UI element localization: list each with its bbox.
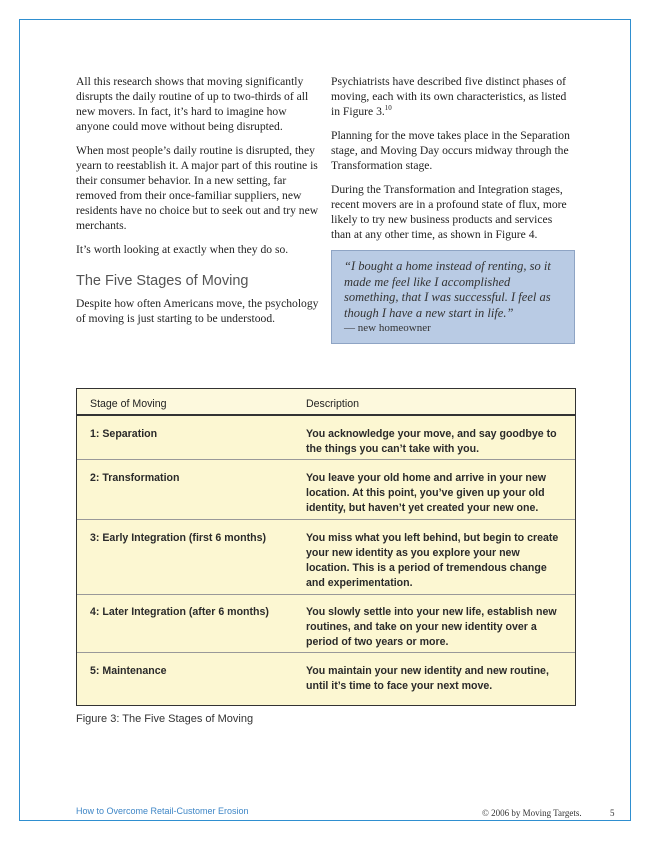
paragraph: Despite how often Americans move, the psychology of moving is just starting to be understood. — [76, 297, 319, 325]
row-description: You leave your old home and arrive in your new location. At this point, you’ve given up your old identity, but haven’t yet created your new one. — [306, 472, 546, 514]
paragraph: It’s worth looking at exactly when they do so. — [76, 243, 289, 256]
row-stage: 4: Later Integration (after 6 months) — [90, 606, 269, 618]
figure-caption: Figure 3: The Five Stages of Moving — [76, 713, 254, 725]
paragraph — [331, 74, 575, 119]
row-divider — [77, 519, 575, 520]
table-header — [77, 389, 575, 416]
row-stage: 2: Transformation — [90, 472, 180, 484]
section-heading-wrap — [76, 273, 248, 289]
row-divider — [77, 594, 575, 595]
right-column — [331, 74, 575, 251]
pull-quote — [331, 250, 575, 344]
footer-copyright: © 2006 by Moving Targets. — [482, 808, 582, 818]
header-stage: Stage of Moving — [90, 398, 167, 410]
left-column — [76, 74, 319, 266]
footer-title: How to Overcome Retail-Customer Erosion — [76, 806, 249, 816]
row-stage: 1: Separation — [90, 428, 158, 440]
row-divider — [77, 652, 575, 653]
paragraph: All this research shows that moving significantly disrupts the daily routine of up to two-thirds of all new movers. In fact, it’s hard to imagine how anyone could move without being disrupted. — [76, 75, 309, 133]
section-heading: The Five Stages of Moving — [76, 273, 249, 289]
paragraph: During the Transformation and Integration stages, recent movers are in a profound state of flux, more likely to try new business products and services than at any other time, as shown in Figure 4. — [331, 183, 567, 241]
header-description: Description — [306, 398, 359, 410]
row-stage: 5: Maintenance — [90, 665, 167, 677]
row-description: You miss what you left behind, but begin to create your new identity as you explore your new location. This is a period of tremendous change and experimentation. — [306, 532, 559, 589]
row-description: You slowly settle into your new life, establish new routines, and take on your new identity over a period of two years or more. — [306, 606, 557, 648]
paragraph: When most people’s daily routine is disrupted, they yearn to reestablish it. A major part of this routine is their consumer behavior. In a new setting, far removed from their once-familiar suppliers, new residents have no choice but to seek out and try new merchants. — [76, 144, 319, 232]
row-description: You maintain your new identity and new routine, until it’s time to face your next move. — [306, 665, 549, 692]
quote-text: “I bought a home instead of renting, so it made me feel like I accomplished something, that I was successful. I feel as though I have a new start in life.” — [344, 259, 551, 320]
paragraph-text: Psychiatrists have described five distinct phases of moving, each with its own characteristics, as listed in Figure 3. — [331, 75, 567, 118]
paragraph: Planning for the move takes place in the Separation stage, and Moving Day occurs midway through the Transformation stage. — [331, 129, 570, 172]
quote-attribution: — new homeowner — [344, 322, 431, 334]
row-divider — [77, 459, 575, 460]
stages-table — [76, 388, 576, 706]
row-description: You acknowledge your move, and say goodbye to the things you can’t take with you. — [306, 428, 557, 455]
row-stage: 3: Early Integration (first 6 months) — [90, 532, 266, 544]
footnote-marker: 10 — [384, 104, 392, 113]
page-number: 5 — [610, 808, 615, 818]
